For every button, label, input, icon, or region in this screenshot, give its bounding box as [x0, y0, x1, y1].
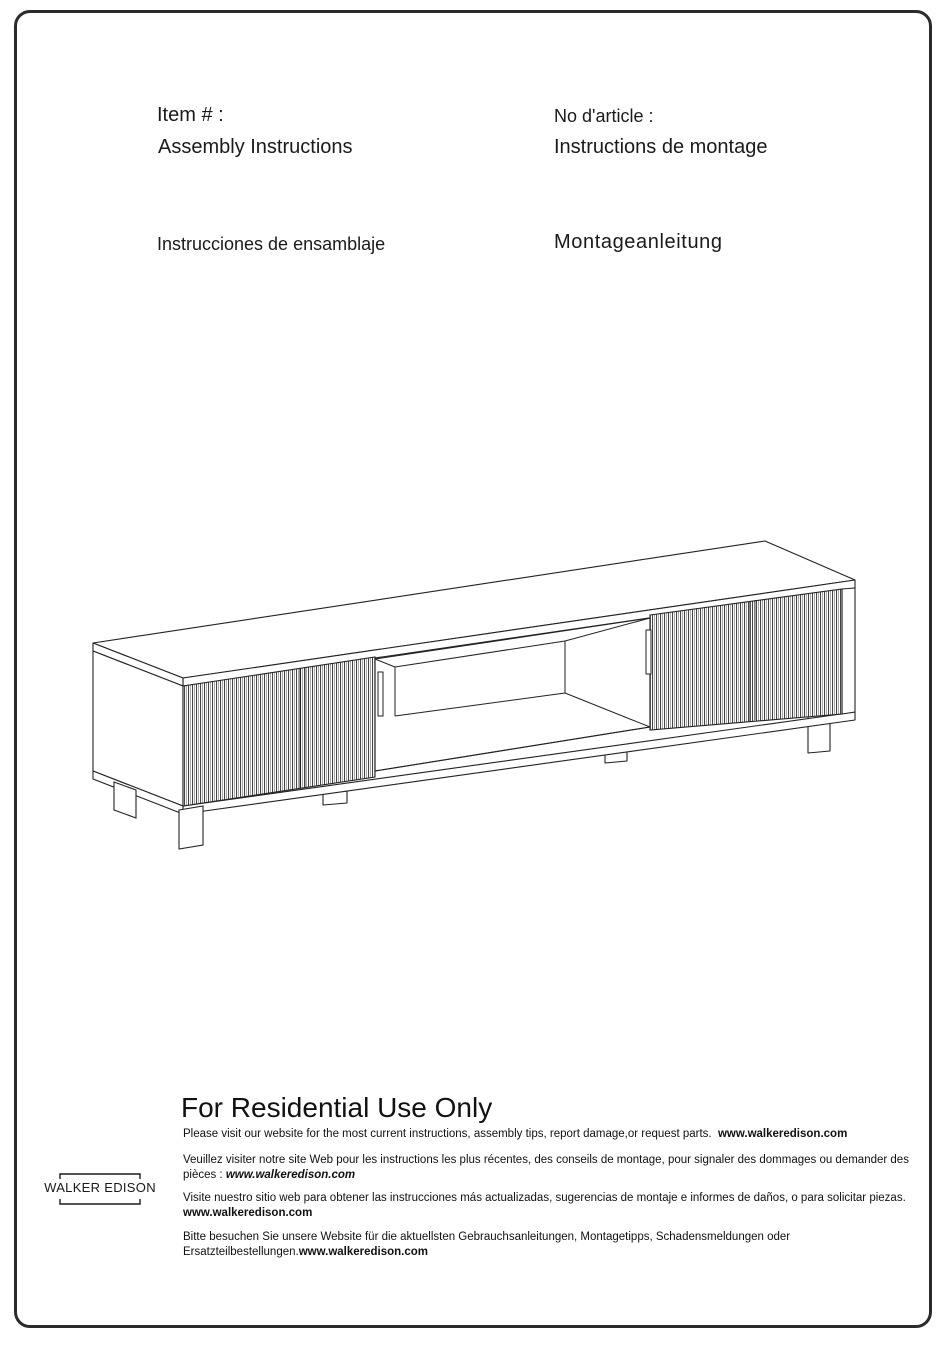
item-number-label: Item # : — [157, 104, 224, 126]
item-number-label-fr: No d'article : — [554, 106, 654, 126]
website-note-en — [183, 1127, 909, 1142]
assembly-instructions-fr: Instructions de montage — [554, 136, 768, 158]
website-link-en[interactable]: www.walkeredison.com — [717, 1128, 848, 1140]
assembly-instructions-es: Instrucciones de ensamblaje — [157, 234, 386, 254]
residential-use-title: For Residential Use Only — [181, 1092, 493, 1123]
website-note-en-text: Please visit our website for the most current instructions, assembly tips, report damage,or request parts. — [183, 1128, 712, 1140]
website-note-fr-text: Veuillez visiter notre site Web pour les instructions les plus récentes, des conseils de montage, pour signaler des dommages ou demander des pièces : — [183, 1154, 909, 1181]
logo-text: WALKER EDISON — [44, 1180, 156, 1195]
assembly-instructions-de: Montageanleitung — [554, 231, 723, 253]
assembly-instructions-en: Assembly Instructions — [158, 136, 353, 158]
website-note-es-text: Visite nuestro sitio web para obtener las instrucciones más actualizadas, sugerencias de montaje e informes de daños, o para solicitar piezas. — [183, 1192, 906, 1204]
website-note-de-text: Bitte besuchen Sie unsere Website für die aktuellsten Gebrauchsanleitungen, Montagetipps, Schadensmeldungen oder Ersatzteilbestellungen. — [183, 1231, 791, 1258]
website-note-de — [183, 1230, 909, 1260]
website-note-es — [183, 1191, 909, 1221]
walker-edison-logo — [40, 1172, 160, 1206]
website-link-fr[interactable]: www.walkeredison.com — [225, 1169, 356, 1181]
website-note-fr — [183, 1153, 909, 1183]
tv-stand-illustration — [85, 535, 875, 855]
website-link-de[interactable]: www.walkeredison.com — [298, 1246, 429, 1258]
website-link-es[interactable]: www.walkeredison.com — [183, 1207, 313, 1219]
